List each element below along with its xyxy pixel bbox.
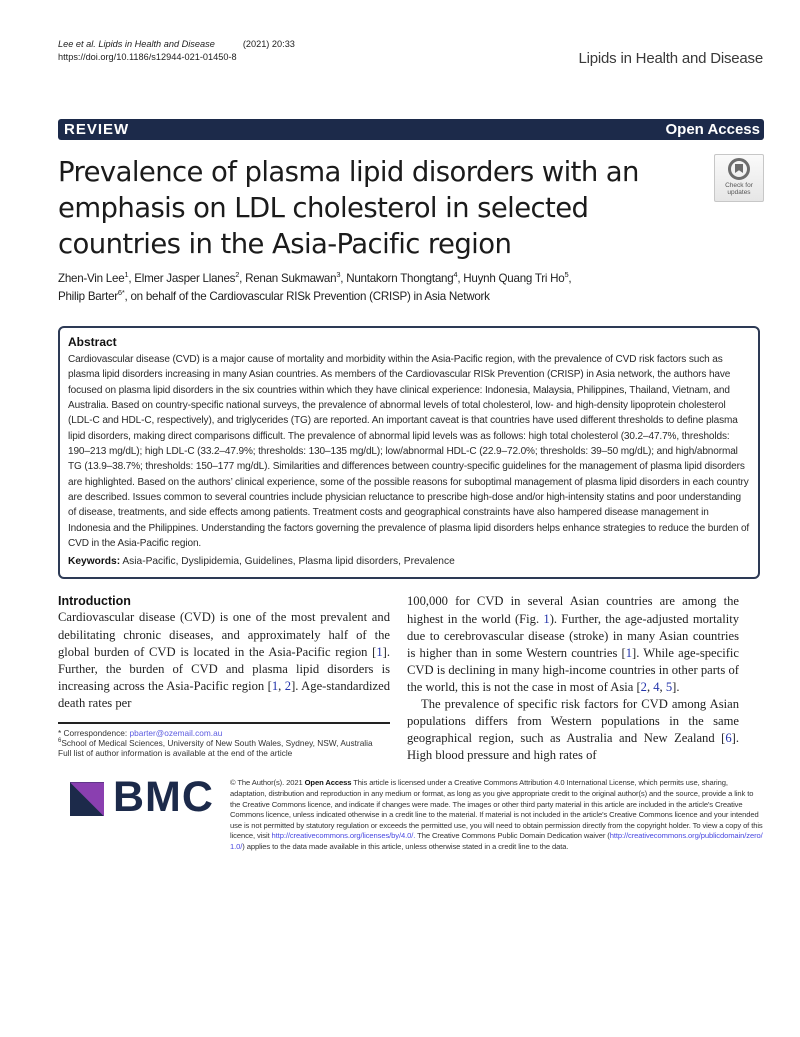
author[interactable]: Huynh Quang Tri Ho$^5$ — [463, 270, 569, 285]
figure-link[interactable]: 1 — [543, 611, 550, 626]
bookmark-circle-icon — [728, 158, 750, 180]
left-stack — [58, 593, 390, 758]
check-updates-label: Check for updates — [725, 182, 753, 196]
citation-link[interactable]: 1 — [271, 678, 279, 693]
cc-zero-link[interactable]: http://creativecommons.org/publicdomain/zero/1.0/ — [230, 831, 763, 851]
abstract-text: Cardiovascular disease (CVD) is a major cause of mortality and morbidity within the Asia-Pacific region, with the prevalence of CVD risk factors such as plasma lipid disorders increasing in many Asian countries. As members of the Cardiovascular RISk Prevention (CRISP) in Asia network, the authors have focused on plasma lipid disorders in the six countries within which they have clinical experience: Indonesia, Malaysia, Philippines, Thailand, Vietnam, and Australia. Based on country-specific national surveys, the prevalence of abnormal levels of total cholesterol, low- and high-density lipoprotein cholesterol (LDL-C and HDL-C, respectively), and triglycerides (TG) are reported. An important caveat is that countries have used different thresholds to define plasma lipid disorders, making direct comparisons difficult. The prevalence of abnormal lipid levels was as follows: high total cholesterol (30.2–47.7%, thresholds: 190–213 mg/dL); high LDL-C (33.2–47.9%; thresholds: 130–135 mg/dL); low/abnormal HDL-C (22.9–72.0%; thresholds: 39–50 mg/dL); and high/abnormal TG (13.9–38.7%; thresholds: 150–177 mg/dL). Similarities and differences between country-specific guidelines for the management of plasma lipid disorders are highlighted. Based on the authors’ clinical experience, some of the possible reasons for suboptimal management of plasma lipid disorders in each country are described. Issues common to several countries include physician reluctance to prescribe high-dose and/or high-intensity statins and poor understanding of disease, treatments, and side effects among patients. Treatment costs and geographical constraints have also hampered disease management in Indonesia and the Philippines. Understanding the factors governing the prevalence of plasma lipid disorders helps enhance strategies to reduce the burden of CVD in the Asia-Pacific region. — [68, 354, 750, 550]
article-type-band — [58, 119, 764, 140]
abstract-heading: Abstract — [68, 335, 117, 349]
title-row — [58, 154, 764, 262]
article-title: Prevalence of plasma lipid disorders with an emphasis on LDL cholesterol in selected countries in the Asia-Pacific region — [58, 156, 639, 260]
article-type: REVIEW — [64, 121, 130, 138]
running-header — [58, 38, 295, 64]
journal-name: Lipids in Health and Disease — [578, 50, 763, 67]
author[interactable]: Zhen-Vin Lee$^1$ — [58, 270, 129, 285]
body-columns — [58, 593, 764, 764]
page-footer — [58, 773, 764, 852]
check-for-updates-button[interactable] — [714, 154, 764, 202]
citation-link[interactable]: 2 — [284, 678, 292, 693]
citation-link[interactable]: 6 — [725, 731, 732, 746]
page-header — [58, 38, 763, 108]
bmc-logo: BMC — [70, 778, 230, 818]
author[interactable]: Philip Barter$^{6*}$ — [58, 288, 125, 303]
correspondence-email-link[interactable]: pbarter@ozemail.com.au — [129, 727, 223, 738]
section-heading-introduction: Introduction — [58, 594, 131, 609]
author-list: Zhen-Vin Lee$^1$, Elmer Jasper Llanes$^2$, Renan Sukmawan$^3$, Nuntakorn Thongtang$^4$, Huynh Quang Tri Ho$^5$, Philip Barter$^{6*}$, on behalf of the Cardiovascular RISk Prevention (CRISP) in Asia Network — [58, 270, 572, 303]
author-info-note: Full list of author information is available at the end of the article — [58, 748, 293, 759]
open-access-label: Open Access — [665, 121, 760, 138]
author[interactable]: Renan Sukmawan$^3$ — [245, 270, 341, 285]
citation-link[interactable]: 1 — [625, 645, 632, 660]
footnote-divider — [58, 722, 390, 724]
doi-link[interactable]: https://doi.org/10.1186/s12944-021-01450-8 — [58, 52, 237, 62]
footnotes: * Correspondence: pbarter@ozemail.com.au $^6$School of Medical Sciences, University of New South Wales, Sydney, NSW, Australia Full list of author information is available at the end of the article — [58, 728, 390, 759]
keywords: Keywords: Asia-Pacific, Dyslipidemia, Guidelines, Plasma lipid disorders, Prevalence — [68, 556, 455, 568]
body-column-right: 100,000 for CVD in several Asian countries are among the highest in the world (Fig. 1). Further, the age-adjusted mortality due to cerebrovascular disease (stroke) in many Asian countries is higher than in some Western countries [1]. While age-specific CVD is declining in many high-income countries in other parts of the world, this is not the case in most of Asia [2, 4, 5]. The prevalence of specific risk factors for CVD among Asian populations differs from Western populations in the same geographical region, such as Australia and New Zealand [6]. High blood pressure and high rates of — [407, 594, 739, 763]
citation-link[interactable]: 1 — [376, 644, 383, 659]
author[interactable]: Elmer Jasper Llanes$^2$ — [134, 270, 240, 285]
affiliation: School of Medical Sciences, University of New South Wales, Sydney, NSW, Australia — [61, 737, 373, 748]
year-volume: (2021) 20:33 — [242, 39, 295, 49]
abstract-box — [58, 326, 760, 579]
cc-by-license-link[interactable]: http://creativecommons.org/licenses/by/4.0/. — [271, 831, 416, 841]
citation-link[interactable]: 5 — [665, 679, 673, 694]
author[interactable]: Nuntakorn Thongtang$^4$ — [346, 270, 458, 285]
citation-link[interactable]: 4 — [653, 679, 660, 694]
license-statement: © The Author(s). 2021 Open Access This article is licensed under a Creative Commons Attribution 4.0 International License, which permits use, sharing, adaptation, distribution and reproduction in any medium or format, as long as you give appropriate credit to the original author(s) and the source, provide a link to the Creative Commons licence, and indicate if changes were made. The images or other third party material in this article are included in the article's Creative Commons licence, unless indicated otherwise in a credit line to the material. If material is not included in the article's Creative Commons licence and your intended use is not permitted by statutory regulation or exceeds the permitted use, you will need to obtain permission directly from the copyright holder. To view a copy of this licence, visit http://creativecommons.org/licenses/by/4.0/. The Creative Commons Public Domain Dedication waiver (http://creativecommons.org/publicdomain/zero/1.0/) applies to the data made available in this article, unless otherwise stated in a credit line to the data. — [230, 778, 763, 851]
citation-link[interactable]: 2 — [640, 679, 647, 694]
citation: Lee et al. Lipids in Health and Disease — [58, 39, 215, 49]
author-group: on behalf of the Cardiovascular RISk Prevention (CRISP) in Asia Network — [130, 290, 490, 303]
body-column-left: Introduction Cardiovascular disease (CVD) is one of the most prevalent and debilitating chronic diseases, and approximately half of the global burden of CVD is located in the Asia-Pacific region [1]. Further, the burden of CVD and plasma lipid disorders is increasing across the Asia-Pacific region [1, 2]. Age-standardized death rates per — [58, 594, 390, 710]
